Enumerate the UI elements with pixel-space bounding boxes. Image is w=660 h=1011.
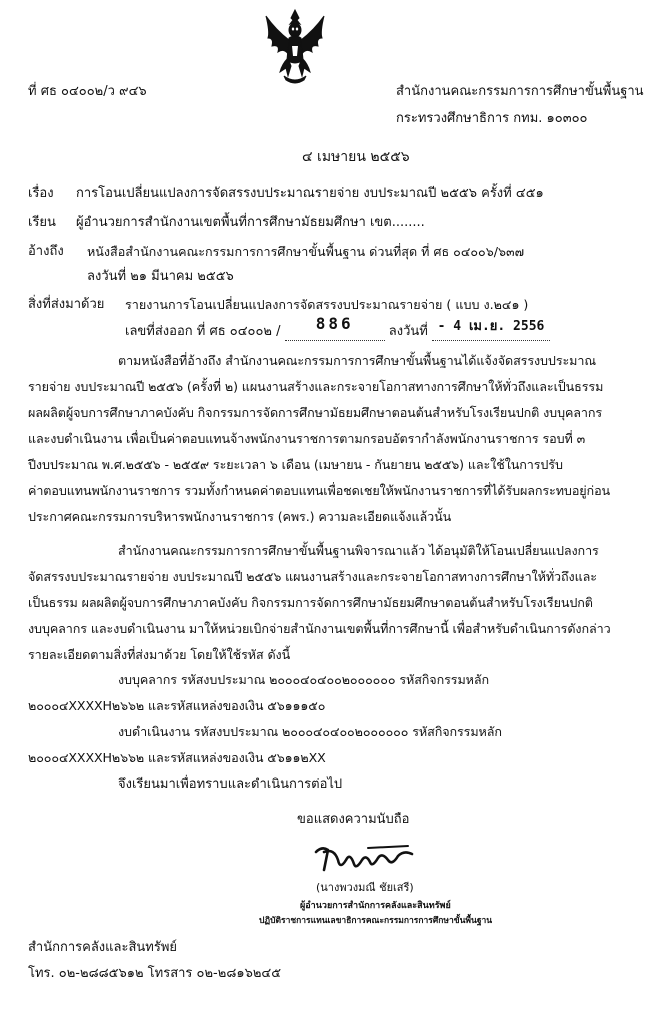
garuda-emblem [262, 8, 328, 86]
handwritten-signature-icon [308, 838, 420, 882]
paragraph-2-line: เป็นธรรม ผลผลิตผู้จบการศึกษาภาคบังคับ กิจกรรมการจัดการศึกษามัธยมศึกษาตอนต้นสำหรับโรงเรียนปกติ [28, 595, 593, 610]
enclosure-line1: รายงานการโอนเปลี่ยนแปลงการจัดสรรงบประมาณรายจ่าย ( แบบ ง.๒๔๑ ) [125, 297, 529, 312]
to-text: ผู้อำนวยการสำนักงานเขตพื้นที่การศึกษามัธยมศึกษา เขต........ [76, 215, 425, 230]
footer-phone: โทร. ๐๒-๒๘๘๕๖๑๒ โทรสาร ๐๒-๒๘๑๖๒๔๕ [28, 966, 282, 981]
sent-number-prefix: เลขที่ส่งออก ที่ ศธ ๐๔๐๐๒ / [125, 324, 281, 339]
paragraph-1-line: รายจ่าย งบประมาณปี ๒๕๕๖ (ครั้งที่ ๒) แผนงานสร้างและกระจายโอกาสทางการศึกษาให้ทั่วถึงและเป็นธรรม [28, 379, 604, 394]
paragraph-1-line: ตามหนังสือที่อ้างถึง สำนักงานคณะกรรมการการศึกษาขั้นพื้นฐานได้แจ้งจัดสรรงบประมาณ [118, 353, 596, 368]
office-address-line1: สำนักงานคณะกรรมการการศึกษาขั้นพื้นฐาน [396, 84, 644, 99]
office-address-line2: กระทรวงศึกษาธิการ กทม. ๑๐๓๐๐ [396, 111, 588, 126]
garuda-emblem-icon [262, 8, 328, 86]
paragraph-1-line: ปีงบประมาณ พ.ศ.๒๕๕๖ - ๒๕๕๙ ระยะเวลา ๖ เดือน (เมษายน - กันยายน ๒๕๕๖) และใช้ในการปรับ [28, 457, 563, 472]
code-line: ๒๐๐๐๔XXXXH๒๖๖๒ และรหัสแหล่งของเงิน ๕๖๑๑๒XX [28, 750, 326, 765]
sent-date-field [432, 319, 550, 341]
subject-label: เรื่อง [28, 186, 54, 201]
paragraph-1-line: และงบดำเนินงาน เพื่อเป็นค่าตอบแทนจ้างพนักงานราชการตามกรอบอัตรากำลังพนักงานราชการ รอบที่ ๓ [28, 431, 586, 446]
paragraph-1-line: ประกาศคณะกรรมการบริหารพนักงานราชการ (คพร.) ความละเอียดแจ้งแล้วนั้น [28, 509, 452, 524]
enclosure-label: สิ่งที่ส่งมาด้วย [28, 297, 105, 312]
signer-title-2: ปฏิบัติราชการแทนเลขาธิการคณะกรรมการการศึกษาขั้นพื้นฐาน [259, 916, 493, 926]
signer-name: (นางพวงมณี ชัยเสรี) [316, 881, 414, 894]
to-label: เรียน [28, 215, 56, 230]
regards: ขอแสดงความนับถือ [297, 812, 410, 827]
paragraph-2-line: จัดสรรงบประมาณรายจ่าย งบประมาณปี ๒๕๕๖ แผนงานสร้างและกระจายโอกาสทางการศึกษาให้ทั่วถึงและ [28, 569, 597, 584]
code-line: งบบุคลากร รหัสงบประมาณ ๒๐๐๐๔๐๔๐๐๒๐๐๐๐๐๐ รหัสกิจกรรมหลัก [118, 672, 489, 687]
paragraph-2-line: งบบุคลากร และงบดำเนินงาน มาให้หน่วยเบิกจ่ายสำนักงานเขตพื้นที่การศึกษานี้ เพื่อสำหรับดำเนินการดังกล่าว [28, 621, 611, 636]
enclosure-line2 [125, 314, 550, 341]
sent-number-value: 886 [315, 314, 354, 333]
subject-text: การโอนเปลี่ยนแปลงการจัดสรรงบประมาณรายจ่าย งบประมาณปี ๒๕๕๖ ครั้งที่ ๔๕๑ [76, 186, 544, 201]
sent-number-field [285, 314, 385, 341]
reference-label: อ้างถึง [28, 244, 64, 259]
signer-title-1: ผู้อำนวยการสำนักการคลังและสินทรัพย์ [300, 901, 451, 911]
reference-line1: หนังสือสำนักงานคณะกรรมการการศึกษาขั้นพื้นฐาน ด่วนที่สุด ที่ ศธ ๐๔๐๐๖/๖๓๗ [87, 244, 525, 259]
paragraph-1-line: ค่าตอบแทนพนักงานราชการ รวมทั้งกำหนดค่าตอบแทนเพื่อชดเชยให้พนักงานราชการที่ได้รับผลกระทบอยู่ก่อน [28, 483, 611, 498]
sent-date-value: - 4 เม.ย. 2556 [437, 319, 545, 334]
footer-department: สำนักการคลังและสินทรัพย์ [28, 940, 178, 955]
closing-line: จึงเรียนมาเพื่อทราบและดำเนินการต่อไป [118, 777, 343, 792]
paragraph-2-line: สำนักงานคณะกรรมการการศึกษาขั้นพื้นฐานพิจารณาแล้ว ได้อนุมัติให้โอนเปลี่ยนแปลงการ [118, 543, 599, 558]
paragraph-2-line: รายละเอียดตามสิ่งที่ส่งมาด้วย โดยให้ใช้รหัส ดังนี้ [28, 647, 291, 662]
paragraph-1-line: ผลผลิตผู้จบการศึกษาภาคบังคับ กิจกรรมการจัดการศึกษามัธยมศึกษาตอนต้นสำหรับโรงเรียนปกติ งบบุคลากร [28, 405, 603, 420]
letter-number: ที่ ศธ ๐๔๐๐๒/ว ๙๔๖ [28, 84, 147, 99]
signature [308, 838, 420, 882]
sent-date-prefix: ลงวันที่ [388, 324, 428, 339]
code-line: ๒๐๐๐๔XXXXH๒๖๖๒ และรหัสแหล่งของเงิน ๕๖๑๑๑๕๐ [28, 698, 326, 713]
reference-line2: ลงวันที่ ๒๑ มีนาคม ๒๕๕๖ [87, 269, 234, 284]
code-line: งบดำเนินงาน รหัสงบประมาณ ๒๐๐๐๔๐๔๐๐๒๐๐๐๐๐๐ รหัสกิจกรรมหลัก [118, 724, 502, 739]
letter-date: ๔ เมษายน ๒๕๕๖ [302, 149, 410, 165]
